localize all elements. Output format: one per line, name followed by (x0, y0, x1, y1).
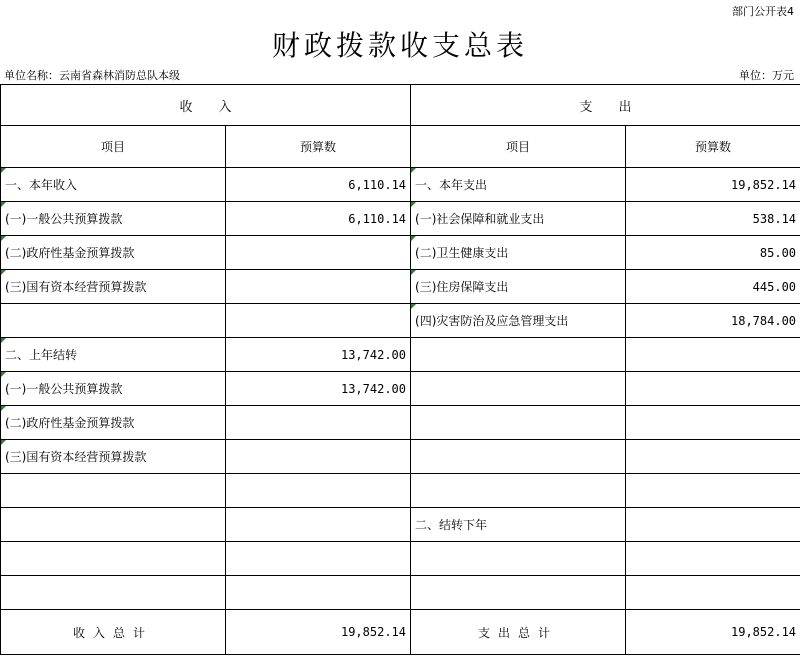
expense-item-cell: (三)住房保障支出 (411, 270, 626, 304)
income-budget-header: 预算数 (226, 126, 411, 168)
expense-value-cell (626, 372, 800, 406)
income-value-cell (226, 270, 411, 304)
expense-item-header: 项目 (411, 126, 626, 168)
income-item-header: 项目 (1, 126, 226, 168)
expense-value-cell (626, 542, 800, 576)
income-value-cell (226, 576, 411, 610)
income-item-cell: 二、上年结转 (1, 338, 226, 372)
expense-item-cell (411, 372, 626, 406)
expense-value-cell (626, 508, 800, 542)
expense-total-label: 支出总计 (411, 610, 626, 655)
expense-item-cell: (二)卫生健康支出 (411, 236, 626, 270)
income-item-cell: (二)政府性基金预算拨款 (1, 236, 226, 270)
page-title: 财政拨款收支总表 (271, 29, 528, 62)
expense-header: 支 出 (411, 85, 800, 126)
expense-total-value: 19,852.14 (626, 610, 800, 655)
expense-value-cell: 445.00 (626, 270, 800, 304)
table-row (1, 576, 800, 610)
income-value-cell (226, 304, 411, 338)
expense-value-cell (626, 576, 800, 610)
income-item-cell (1, 576, 226, 610)
total-row (1, 610, 800, 655)
table-row (1, 508, 800, 542)
expense-item-cell (411, 542, 626, 576)
table-row (1, 440, 800, 474)
expense-value-cell (626, 474, 800, 508)
income-value-cell: 13,742.00 (226, 338, 411, 372)
income-value-cell (226, 406, 411, 440)
expense-item-cell: 二、结转下年 (411, 508, 626, 542)
income-item-cell: (一)一般公共预算拨款 (1, 202, 226, 236)
table-row (1, 406, 800, 440)
expense-value-cell: 19,852.14 (626, 168, 800, 202)
income-item-cell: (二)政府性基金预算拨款 (1, 406, 226, 440)
income-item-cell (1, 508, 226, 542)
expense-value-cell (626, 338, 800, 372)
income-value-cell: 13,742.00 (226, 372, 411, 406)
income-item-cell (1, 474, 226, 508)
budget-table (0, 84, 800, 655)
income-total-value: 19,852.14 (226, 610, 411, 655)
income-value-cell: 6,110.14 (226, 202, 411, 236)
table-row (1, 474, 800, 508)
expense-item-cell (411, 338, 626, 372)
section-header-row (1, 85, 800, 126)
expense-item-cell: (一)社会保障和就业支出 (411, 202, 626, 236)
table-row (1, 338, 800, 372)
expense-budget-header: 预算数 (626, 126, 800, 168)
expense-item-cell (411, 474, 626, 508)
income-total-label: 收入总计 (1, 610, 226, 655)
expense-item-cell (411, 440, 626, 474)
table-row (1, 270, 800, 304)
income-value-cell (226, 236, 411, 270)
expense-item-cell (411, 576, 626, 610)
income-header: 收 入 (1, 85, 411, 126)
income-value-cell (226, 508, 411, 542)
table-row (1, 168, 800, 202)
table-row (1, 542, 800, 576)
expense-value-cell: 18,784.00 (626, 304, 800, 338)
column-header-row (1, 126, 800, 168)
income-item-cell: (三)国有资本经营预算拨款 (1, 270, 226, 304)
form-number: 部门公开表4 (732, 5, 794, 18)
table-row (1, 372, 800, 406)
expense-value-cell (626, 440, 800, 474)
expense-value-cell: 85.00 (626, 236, 800, 270)
expense-item-cell (411, 406, 626, 440)
expense-value-cell: 538.14 (626, 202, 800, 236)
income-value-cell (226, 440, 411, 474)
income-value-cell: 6,110.14 (226, 168, 411, 202)
income-value-cell (226, 474, 411, 508)
table-row (1, 304, 800, 338)
income-item-cell: (三)国有资本经营预算拨款 (1, 440, 226, 474)
expense-item-cell: (四)灾害防治及应急管理支出 (411, 304, 626, 338)
expense-value-cell (626, 406, 800, 440)
income-item-cell (1, 304, 226, 338)
income-item-cell: (一)一般公共预算拨款 (1, 372, 226, 406)
expense-item-cell: 一、本年支出 (411, 168, 626, 202)
unit-name: 单位名称：云南省森林消防总队本级 (4, 69, 180, 82)
table-row (1, 236, 800, 270)
currency-unit: 单位：万元 (739, 69, 794, 82)
table-row (1, 202, 800, 236)
income-value-cell (226, 542, 411, 576)
income-item-cell (1, 542, 226, 576)
income-item-cell: 一、本年收入 (1, 168, 226, 202)
table-body (1, 168, 800, 610)
